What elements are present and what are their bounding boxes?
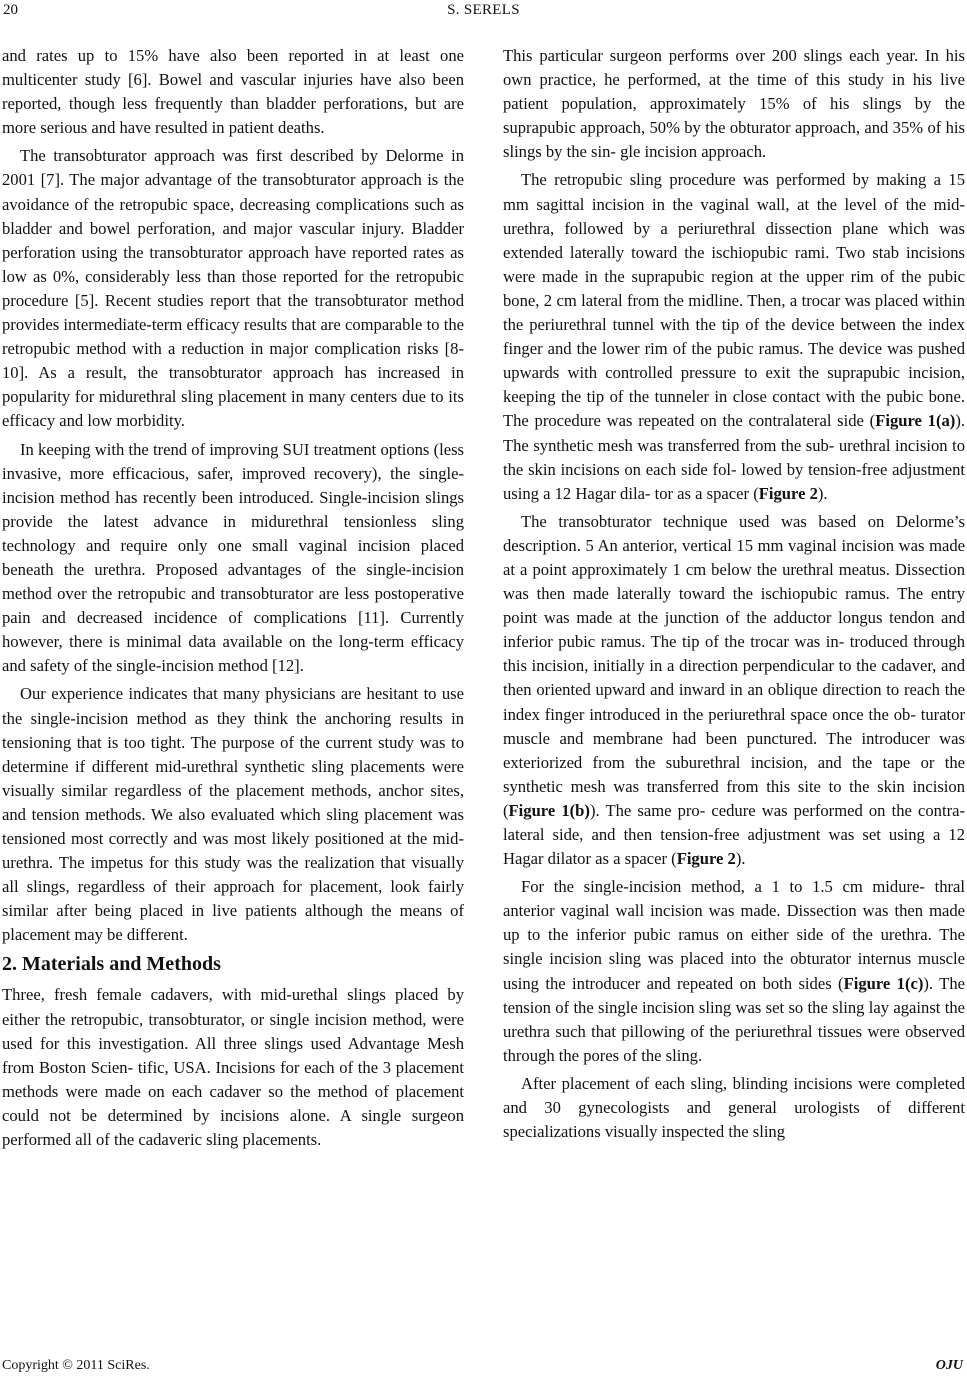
section-heading: 2. Materials and Methods [2,953,221,976]
journal-abbreviation: OJU [935,1358,963,1373]
paragraph: and rates up to 15% have also been reported in at least one multicenter study [6]. Bowel and vascular injuries have also been reported, though less frequently than bladder perforations, but are more serious and have resulted in patient deaths. [2,46,464,138]
page-number: 20 [3,2,18,18]
text-run: ). The same pro- cedure was performed on the contra-lateral side, and then tension-free adjustment was set using a 12 Hagar dilator as a spacer ( [503,800,965,869]
paragraph [503,510,965,871]
paragraph: Our experience indicates that many physicians are hesitant to use the single-incision method as they think the anchoring results in tensioning that is too tight. The purpose of the current study was to determine if different mid-urethral synthetic sling placements were visually similar regardless of the placement methods, anchor sites, and tension methods. We also evaluated which sling placement was tensioned most correctly and was most likely positioned at the mid-urethra. The impetus for this study was the realization that visually all slings, regardless of their approach for placement, look fairly similar after being placed in live patients although the means of placement may be different. [2,684,464,945]
paragraph [503,875,965,1068]
paragraph: This particular surgeon performs over 200 slings each year. In his own practice, he performed, at the time of this study in his live patient population, approximately 15% of his slings by the suprapubic approach, 50% by the obturator approach, and 35% of his slings by the sin- gle incision approach. [503,46,965,162]
running-header [0,2,967,22]
text-run: For the single-incision method, a 1 to 1.5 cm midure- thral anterior vaginal wall incision was made. Dissection was then made up to the inferior pubic ramus on either side of the urethra. The single incision sling was placed into the obturator internus muscle using the introducer and repeated on both sides ( [503,877,965,993]
paragraph: In keeping with the trend of improving SUI treatment options (less invasive, more efficacious, safer, improved recovery), the single-incision method has recently been introduced. Single-incision slings provide the latest advance in midurethral tensionless sling technology and require only one small vaginal incision placed beneath the urethra. Proposed advantages of the single-incision method over the retropubic and transobturator are less postoperative pain and decreased incidence of complications [11]. Currently however, there is minimal data available on the long-term efficacy and safety of the single-incision method [12]. [2,439,464,676]
copyright-notice: Copyright © 2011 SciRes. [2,1358,150,1373]
figure-reference: Figure 1(c) [843,973,924,993]
figure-reference: Figure 1(a) [875,411,956,431]
paragraph: After placement of each sling, blinding incisions were completed and 30 gynecologists and general urologists of different specializations visually inspected the sling [503,1073,965,1142]
text-run: ). The synthetic mesh was transferred from the sub- urethral incision to the skin incisions on each side fol- lowed by tension-free adjustment using a 12 Hagar dila- tor as a spacer ( [503,411,965,503]
left-column [2,44,464,1156]
running-author: S. SERELS [447,2,520,18]
figure-reference: Figure 2 [758,483,818,503]
text-run: The transobturator technique used was based on Delorme’s description. 5 An anterior, vertical 15 mm vaginal incision was made at a point approximately 1 cm below the urethral meatus. Dissection was then made laterally toward the ischiopubic ramus. The entry point was made at the junction of the adductor longus tendon and inferior pubic ramus. The tip of the trocar was in- troduced through this incision, initially in a direction perpendicular to the cadaver, and then oriented upward and inward in an oblique direction to reach the index finger introduced in the periurethral space once the ob- turator muscle and membrane had been punctured. The introducer was exteriorized from the suburethral incision, and the tape or the synthetic mesh was transferred from this site to the skin incision ( [503,511,965,820]
right-column [503,44,965,1148]
paragraph [503,168,965,505]
text-run: The retropubic sling procedure was performed by making a 15 mm sagittal incision in the vaginal wall, at the level of the mid-urethra, followed by a periurethral dissection plane which was extended laterally toward the ischiopubic rami. Two stab incisions were made in the suprapubic region at the upper rim of the pubic bone, 2 cm lateral from the midline. Then, a trocar was placed within the periurethral tunnel with the tip of the device between the index finger and the lower rim of the pubic ramus. The device was pushed upwards with controlled pressure to exit the suprapubic incision, keeping the tip of the tunneler in close contact with the pubic bone. The procedure was repeated on the contralateral side ( [503,170,965,431]
text-run: ). The tension of the single incision sling was set so the sling lay against the urethra such that pillowing of the periurethral tissues were observed through the pores of the sling. [503,973,965,1065]
figure-reference: Figure 2 [676,849,736,869]
text-run: ). [817,483,828,503]
paragraph: The transobturator approach was first described by Delorme in 2001 [7]. The major advantage of the transobturator approach is the avoidance of the retropubic space, decreasing complications such as bladder and bowel perforation, and major vascular injury. Bladder perforation using the transobturator approach have reported rates as low as 0%, considerably less than those reported for the retropubic procedure [5]. Recent studies report that the transobturator method provides intermediate-term efficacy results that are comparable to the retropubic method with a reduction in major complication risks [8-10]. As a result, the transobturator approach has increased in popularity for midurethral sling placement in many centers due to its efficacy and low morbidity. [2,146,464,431]
paragraph: Three, fresh female cadavers, with mid-urethal slings placed by either the retropubic, transobturator, or single incision method, were used for this investigation. All three slings used Advantage Mesh from Boston Scien- tific, USA. Incisions for each of the 3 placement methods were made on each cadaver so the method of placement could not be determined by incisions alone. A single surgeon performed all of the cadaveric sling placements. [2,985,464,1150]
figure-reference: Figure 1(b) [508,800,590,820]
text-run: ). [735,849,746,869]
